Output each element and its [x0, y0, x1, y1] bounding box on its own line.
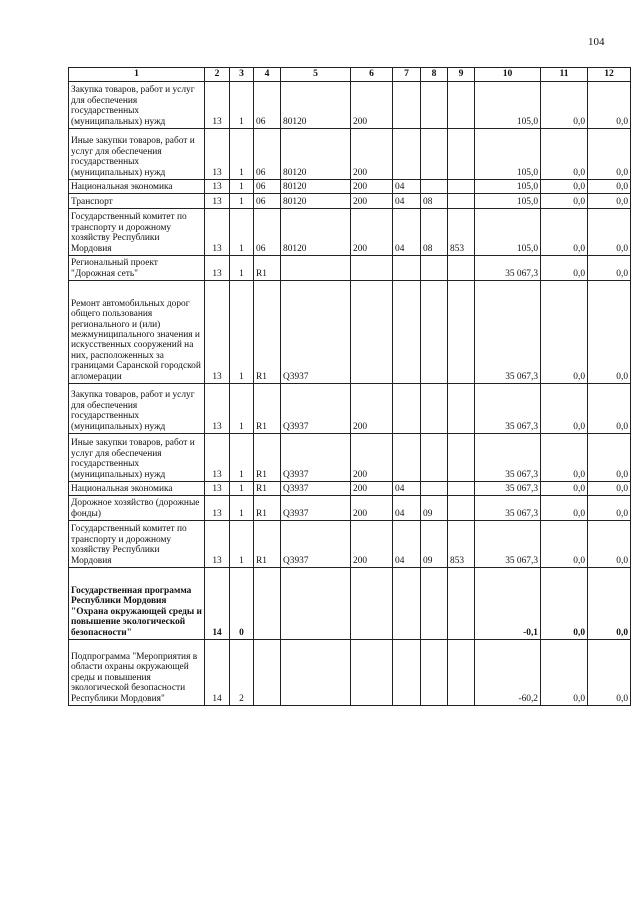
row-cell-col-9 [448, 568, 475, 640]
row-cell-col-2: 13 [205, 521, 230, 568]
column-header-11: 11 [541, 68, 588, 82]
row-cell-col-10: -0,1 [475, 568, 541, 640]
row-cell-col-5: Q3937 [281, 384, 351, 434]
row-cell-col-5: Q3937 [281, 482, 351, 496]
row-cell-col-12: 0,0 [588, 129, 631, 180]
column-header-12: 12 [588, 68, 631, 82]
row-cell-col-8 [421, 281, 448, 384]
column-header-2: 2 [205, 68, 230, 82]
row-cell-col-9 [448, 180, 475, 194]
row-cell-col-8 [421, 568, 448, 640]
row-cell-col-2: 13 [205, 82, 230, 129]
row-cell-col-3: 1 [230, 434, 254, 482]
table-row [69, 180, 631, 194]
row-cell-col-9 [448, 434, 475, 482]
row-cell-col-11: 0,0 [541, 568, 588, 640]
row-cell-col-12: 0,0 [588, 496, 631, 521]
row-cell-col-3: 1 [230, 384, 254, 434]
table-row [69, 640, 631, 706]
row-cell-col-8 [421, 256, 448, 281]
table-row [69, 256, 631, 281]
row-cell-col-5: Q3937 [281, 521, 351, 568]
row-cell-col-12: 0,0 [588, 180, 631, 194]
row-cell-col-4: 06 [254, 180, 281, 194]
row-cell-col-5: 80120 [281, 129, 351, 180]
row-name-cell: Закупка товаров, работ и услуг для обеспечения государственных (муниципальных) нужд [69, 384, 205, 434]
row-cell-col-4: R1 [254, 496, 281, 521]
row-name-cell: Дорожное хозяйство (дорожные фонды) [69, 496, 205, 521]
table-row [69, 129, 631, 180]
row-cell-col-10: 35 067,3 [475, 384, 541, 434]
row-cell-col-8 [421, 384, 448, 434]
row-cell-col-10: 105,0 [475, 82, 541, 129]
row-cell-col-5: 80120 [281, 82, 351, 129]
row-cell-col-2: 13 [205, 496, 230, 521]
row-cell-col-4: 06 [254, 82, 281, 129]
row-cell-col-10: 35 067,3 [475, 434, 541, 482]
row-cell-col-7: 04 [393, 180, 421, 194]
row-cell-col-4: R1 [254, 521, 281, 568]
row-cell-col-3: 1 [230, 496, 254, 521]
row-cell-col-7 [393, 281, 421, 384]
row-cell-col-11: 0,0 [541, 521, 588, 568]
row-cell-col-2: 13 [205, 194, 230, 209]
row-cell-col-6: 200 [351, 521, 393, 568]
row-cell-col-2: 13 [205, 129, 230, 180]
row-cell-col-8: 09 [421, 521, 448, 568]
row-name-cell: Транспорт [69, 194, 205, 209]
row-name-cell: Ремонт автомобильных дорог общего пользования регионального и (или) межмуниципального значения и искусственных сооружений на них, расположенных за границами Саранской городской агломерации [69, 281, 205, 384]
row-cell-col-12: 0,0 [588, 384, 631, 434]
row-cell-col-6 [351, 640, 393, 706]
row-cell-col-5 [281, 256, 351, 281]
table-row [69, 434, 631, 482]
row-cell-col-5 [281, 568, 351, 640]
column-header-9: 9 [448, 68, 475, 82]
row-cell-col-6 [351, 568, 393, 640]
row-cell-col-11: 0,0 [541, 129, 588, 180]
row-cell-col-3: 2 [230, 640, 254, 706]
row-cell-col-11: 0,0 [541, 180, 588, 194]
row-cell-col-10: 105,0 [475, 180, 541, 194]
row-cell-col-7: 04 [393, 209, 421, 256]
row-cell-col-11: 0,0 [541, 496, 588, 521]
row-cell-col-4: R1 [254, 281, 281, 384]
row-cell-col-11: 0,0 [541, 482, 588, 496]
row-cell-col-11: 0,0 [541, 82, 588, 129]
row-cell-col-7 [393, 434, 421, 482]
row-cell-col-2: 13 [205, 281, 230, 384]
table-row [69, 209, 631, 256]
row-cell-col-2: 14 [205, 568, 230, 640]
row-cell-col-9: 853 [448, 521, 475, 568]
row-cell-col-5: Q3937 [281, 496, 351, 521]
row-cell-col-2: 13 [205, 434, 230, 482]
row-cell-col-8 [421, 82, 448, 129]
row-cell-col-4: R1 [254, 384, 281, 434]
row-cell-col-6: 200 [351, 129, 393, 180]
row-cell-col-10: 35 067,3 [475, 521, 541, 568]
row-cell-col-8 [421, 129, 448, 180]
row-cell-col-4 [254, 640, 281, 706]
row-cell-col-4: R1 [254, 256, 281, 281]
page-number: 104 [588, 36, 605, 48]
row-cell-col-8 [421, 434, 448, 482]
row-cell-col-3: 1 [230, 180, 254, 194]
row-cell-col-3: 1 [230, 209, 254, 256]
row-cell-col-9 [448, 482, 475, 496]
row-name-cell: Государственный комитет по транспорту и дорожному хозяйству Республики Мордовия [69, 209, 205, 256]
row-cell-col-12: 0,0 [588, 521, 631, 568]
table-row [69, 82, 631, 129]
row-cell-col-7: 04 [393, 521, 421, 568]
row-cell-col-3: 1 [230, 281, 254, 384]
row-cell-col-9 [448, 384, 475, 434]
row-cell-col-6: 200 [351, 209, 393, 256]
table-row [69, 384, 631, 434]
row-cell-col-3: 1 [230, 482, 254, 496]
row-cell-col-2: 13 [205, 256, 230, 281]
row-cell-col-12: 0,0 [588, 640, 631, 706]
row-cell-col-7 [393, 384, 421, 434]
row-cell-col-6: 200 [351, 180, 393, 194]
row-name-cell: Иные закупки товаров, работ и услуг для обеспечения государственных (муниципальных) нужд [69, 434, 205, 482]
row-cell-col-6: 200 [351, 434, 393, 482]
row-cell-col-7: 04 [393, 496, 421, 521]
row-cell-col-5 [281, 640, 351, 706]
row-cell-col-8: 09 [421, 496, 448, 521]
row-cell-col-6: 200 [351, 496, 393, 521]
row-cell-col-7: 04 [393, 482, 421, 496]
budget-table [68, 67, 631, 706]
row-name-cell: Региональный проект "Дорожная сеть" [69, 256, 205, 281]
table-row [69, 281, 631, 384]
row-cell-col-11: 0,0 [541, 209, 588, 256]
row-cell-col-9 [448, 82, 475, 129]
row-cell-col-9 [448, 496, 475, 521]
row-cell-col-7: 04 [393, 194, 421, 209]
row-cell-col-5: Q3937 [281, 281, 351, 384]
table-row [69, 496, 631, 521]
row-cell-col-8 [421, 180, 448, 194]
row-cell-col-12: 0,0 [588, 194, 631, 209]
row-name-cell: Иные закупки товаров, работ и услуг для обеспечения государственных (муниципальных) нужд [69, 129, 205, 180]
row-cell-col-8: 08 [421, 194, 448, 209]
row-cell-col-4 [254, 568, 281, 640]
row-cell-col-10: 35 067,3 [475, 256, 541, 281]
row-cell-col-11: 0,0 [541, 256, 588, 281]
table-row [69, 482, 631, 496]
row-cell-col-9 [448, 640, 475, 706]
row-cell-col-6 [351, 281, 393, 384]
row-cell-col-7 [393, 82, 421, 129]
table-row [69, 194, 631, 209]
row-cell-col-7 [393, 129, 421, 180]
row-name-cell: Государственная программа Республики Мордовия "Охрана окружающей среды и повышение экологической безопасности" [69, 568, 205, 640]
row-cell-col-2: 13 [205, 180, 230, 194]
column-header-8: 8 [421, 68, 448, 82]
row-cell-col-5: 80120 [281, 194, 351, 209]
row-name-cell: Национальная экономика [69, 180, 205, 194]
row-cell-col-10: 105,0 [475, 129, 541, 180]
row-cell-col-8 [421, 482, 448, 496]
row-cell-col-9 [448, 281, 475, 384]
row-cell-col-11: 0,0 [541, 434, 588, 482]
row-cell-col-10: 35 067,3 [475, 482, 541, 496]
row-cell-col-11: 0,0 [541, 384, 588, 434]
row-cell-col-12: 0,0 [588, 568, 631, 640]
row-cell-col-6: 200 [351, 384, 393, 434]
row-name-cell: Закупка товаров, работ и услуг для обеспечения государственных (муниципальных) нужд [69, 82, 205, 129]
column-header-5: 5 [281, 68, 351, 82]
row-cell-col-6 [351, 256, 393, 281]
column-header-10: 10 [475, 68, 541, 82]
column-header-6: 6 [351, 68, 393, 82]
row-cell-col-9 [448, 256, 475, 281]
row-cell-col-12: 0,0 [588, 209, 631, 256]
row-cell-col-12: 0,0 [588, 482, 631, 496]
row-cell-col-3: 1 [230, 82, 254, 129]
row-cell-col-6: 200 [351, 482, 393, 496]
row-cell-col-11: 0,0 [541, 640, 588, 706]
row-cell-col-4: R1 [254, 434, 281, 482]
row-cell-col-2: 14 [205, 640, 230, 706]
row-cell-col-10: 105,0 [475, 209, 541, 256]
row-cell-col-12: 0,0 [588, 434, 631, 482]
row-cell-col-5: 80120 [281, 180, 351, 194]
row-cell-col-10: 105,0 [475, 194, 541, 209]
row-cell-col-2: 13 [205, 209, 230, 256]
row-cell-col-5: 80120 [281, 209, 351, 256]
row-cell-col-7 [393, 640, 421, 706]
row-cell-col-2: 13 [205, 482, 230, 496]
row-cell-col-3: 1 [230, 521, 254, 568]
row-cell-col-10: 35 067,3 [475, 281, 541, 384]
row-cell-col-6: 200 [351, 194, 393, 209]
table-row [69, 568, 631, 640]
row-cell-col-4: 06 [254, 194, 281, 209]
table-row [69, 521, 631, 568]
row-cell-col-9 [448, 129, 475, 180]
row-cell-col-12: 0,0 [588, 281, 631, 384]
header-row [69, 68, 631, 82]
row-name-cell: Национальная экономика [69, 482, 205, 496]
row-cell-col-3: 0 [230, 568, 254, 640]
column-header-7: 7 [393, 68, 421, 82]
row-cell-col-4: 06 [254, 129, 281, 180]
row-cell-col-4: R1 [254, 482, 281, 496]
row-cell-col-10: -60,2 [475, 640, 541, 706]
row-cell-col-4: 06 [254, 209, 281, 256]
row-cell-col-8: 08 [421, 209, 448, 256]
row-cell-col-12: 0,0 [588, 256, 631, 281]
column-header-4: 4 [254, 68, 281, 82]
row-cell-col-12: 0,0 [588, 82, 631, 129]
row-cell-col-3: 1 [230, 256, 254, 281]
row-cell-col-8 [421, 640, 448, 706]
column-header-3: 3 [230, 68, 254, 82]
row-cell-col-6: 200 [351, 82, 393, 129]
row-cell-col-11: 0,0 [541, 194, 588, 209]
row-name-cell: Государственный комитет по транспорту и дорожному хозяйству Республики Мордовия [69, 521, 205, 568]
row-cell-col-7 [393, 568, 421, 640]
row-cell-col-3: 1 [230, 194, 254, 209]
row-cell-col-9: 853 [448, 209, 475, 256]
row-cell-col-2: 13 [205, 384, 230, 434]
row-cell-col-9 [448, 194, 475, 209]
row-cell-col-3: 1 [230, 129, 254, 180]
column-header-1: 1 [69, 68, 205, 82]
row-name-cell: Подпрограмма "Мероприятия в области охраны окружающей среды и повышения экологической безопасности Республики Мордовия" [69, 640, 205, 706]
row-cell-col-11: 0,0 [541, 281, 588, 384]
row-cell-col-10: 35 067,3 [475, 496, 541, 521]
row-cell-col-7 [393, 256, 421, 281]
row-cell-col-5: Q3937 [281, 434, 351, 482]
